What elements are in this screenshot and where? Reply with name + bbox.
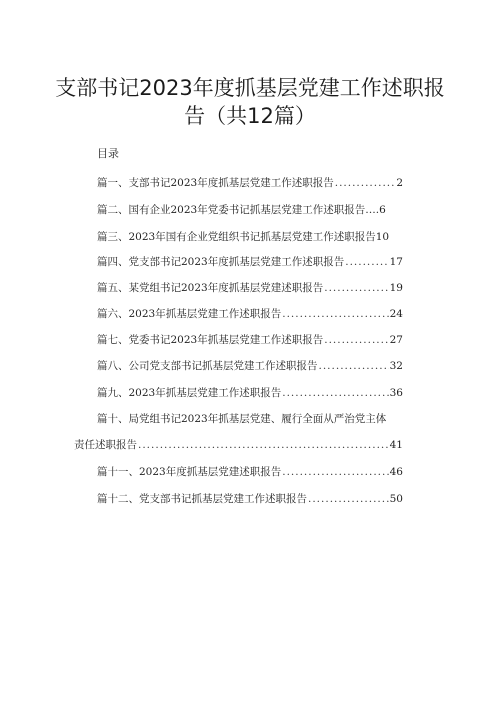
- toc-entry-label: 篇九、2023年抓基层党建工作述职报告: [97, 387, 282, 399]
- toc-leader-dots: [308, 491, 389, 507]
- toc-leader-dots: [345, 254, 388, 270]
- toc-entry-page: 27: [389, 334, 403, 346]
- toc-heading: 目录: [97, 147, 119, 160]
- toc-entry-label: 篇七、党委书记2023年抓基层党建工作述职报告: [97, 334, 324, 346]
- toc-leader-dots: [335, 175, 396, 191]
- toc-entry-page: 32: [389, 360, 403, 372]
- toc-entry-label: 篇八、公司党支部书记抓基层党建工作述职报告: [97, 360, 318, 372]
- toc-entry-label: 篇四、党支部书记2023年度抓基层党建工作述职报告: [97, 256, 345, 268]
- toc-leader-dots: [138, 437, 389, 453]
- toc-entry-continuation[interactable]: [74, 437, 403, 453]
- toc-entry-page: 2: [396, 177, 403, 189]
- toc-leader-dots: [282, 464, 388, 480]
- toc-entry[interactable]: [97, 306, 403, 322]
- toc-entry[interactable]: [97, 175, 403, 191]
- toc-entry-page: 41: [389, 439, 403, 451]
- document-title-line-1: 支部书记2023年度抓基层党建工作述职报: [55, 76, 445, 100]
- toc-entry-label: 篇二、国有企业2023年党委书记抓基层党建工作述职报告…: [97, 204, 376, 216]
- toc-entry-label: 篇一、支部书记2023年度抓基层党建工作述职报告: [97, 177, 334, 189]
- toc-entry[interactable]: [97, 332, 403, 348]
- toc-entry[interactable]: [97, 229, 403, 245]
- toc-entry[interactable]: [97, 385, 403, 401]
- toc-entry[interactable]: [97, 202, 403, 218]
- toc-entry-page: .6: [375, 204, 386, 216]
- toc-entry[interactable]: [97, 280, 403, 296]
- toc-entry[interactable]: [97, 411, 403, 427]
- toc-entry-page: 36: [389, 387, 403, 399]
- toc-entry-label: 篇五、某党组书记2023年度抓基层党建述职报告: [97, 282, 324, 294]
- toc-leader-dots: [324, 332, 388, 348]
- toc-entry-page: 24: [389, 308, 403, 320]
- document-title-line-2: 告（共12篇）: [184, 104, 316, 128]
- toc-entry-page: 17: [389, 256, 403, 268]
- toc-entry-label: 篇十一、2023年度抓基层党建述职报告: [97, 466, 282, 478]
- toc-entry-label: 篇十二、党支部书记抓基层党建工作述职报告: [97, 493, 307, 505]
- toc-leader-dots: [319, 358, 389, 374]
- toc-entry-page: 46: [389, 466, 403, 478]
- toc-entry-label: 篇三、2023年国有企业党组织书记抓基层党建工作述职报告: [97, 231, 376, 243]
- toc-entry[interactable]: [97, 464, 403, 480]
- toc-leader-dots: [282, 306, 388, 322]
- toc-entry-page: 50: [389, 493, 403, 505]
- toc-entry-label: 篇十、局党组书记2023年抓基层党建、履行全面从严治党主体: [97, 413, 387, 425]
- toc-entry[interactable]: [97, 254, 403, 270]
- toc-leader-dots: [324, 280, 388, 296]
- toc-entry-label: 篇六、2023年抓基层党建工作述职报告: [97, 308, 282, 320]
- toc-entry[interactable]: [97, 358, 403, 374]
- toc-entry[interactable]: [97, 491, 403, 507]
- toc-entry-page: 19: [389, 282, 403, 294]
- toc-entry-page: 10: [375, 231, 390, 243]
- toc-entry-label-continued: 责任述职报告: [74, 439, 137, 451]
- toc-leader-dots: [282, 385, 388, 401]
